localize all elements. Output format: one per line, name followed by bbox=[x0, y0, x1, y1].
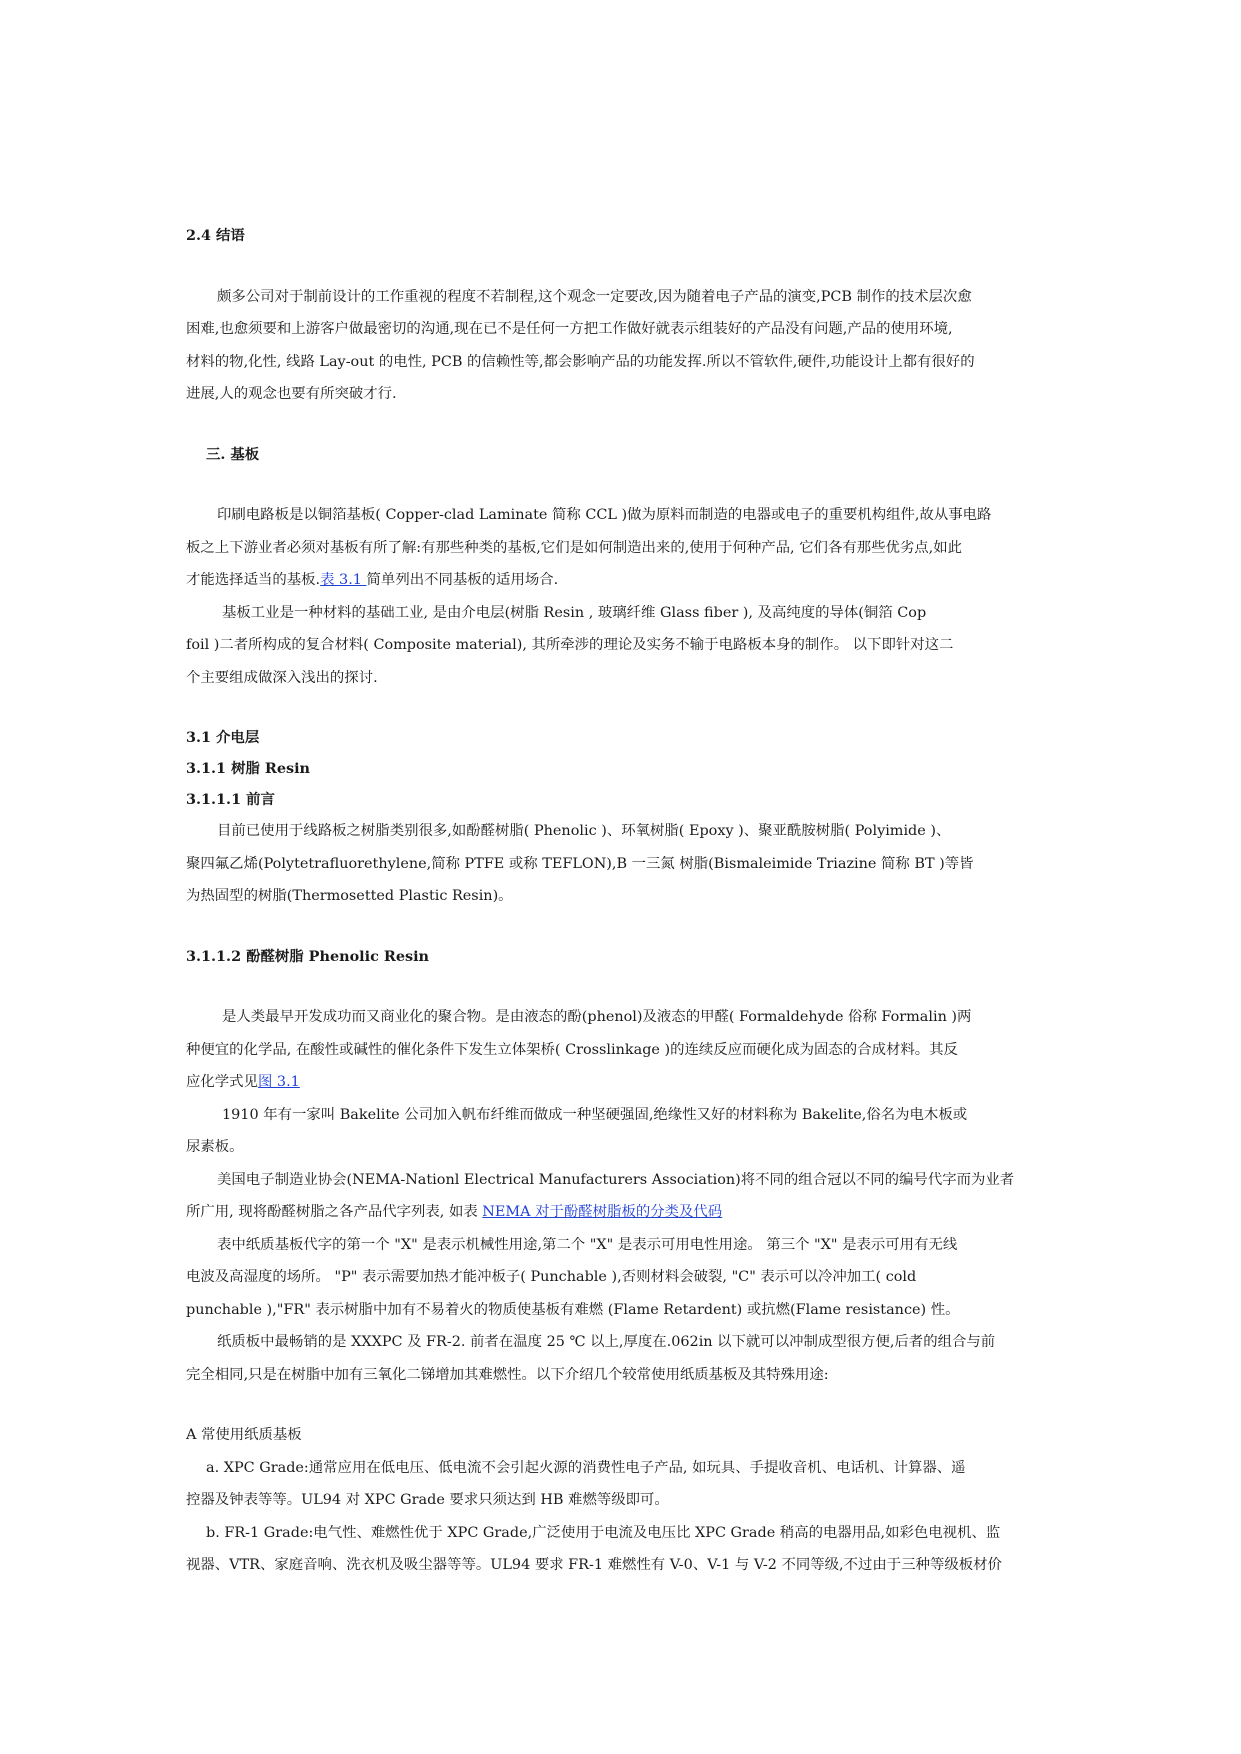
section-heading-3-1-1: 3.1.1 树脂 Resin bbox=[186, 760, 311, 777]
paragraph-line: 尿素板。 bbox=[186, 1139, 244, 1155]
paragraph-line: foil )二者所构成的复合材料( Composite material), 其所牵涉的理论及实务不输于电路板本身的制作。 以下即针对这二 bbox=[186, 637, 954, 653]
paragraph-text: 简单列出不同基板的适用场合. bbox=[366, 572, 559, 588]
paragraph-line: 颇多公司对于制前设计的工作重视的程度不若制程,这个观念一定要改,因为随着电子产品的演变,PCB 制作的技术层次愈 bbox=[217, 288, 972, 305]
paragraph-line: 基板工业是一种材料的基础工业, 是由介电层(树脂 Resin , 玻璃纤维 Glass fiber ), 及高纯度的导体(铜箔 Cop bbox=[222, 604, 927, 621]
list-heading: A 常使用纸质基板 bbox=[186, 1427, 302, 1443]
paragraph-line: 困难,也愈须要和上游客户做最密切的沟通,现在已不是任何一方把工作做好就表示组装好的产品没有问题,产品的使用环境, bbox=[186, 321, 953, 337]
section-heading-3-1-1-2: 3.1.1.2 酚醛树脂 Phenolic Resin bbox=[186, 947, 430, 965]
paragraph-line: 电波及高湿度的场所。 "P" 表示需要加热才能冲板子( Punchable ),否则材料会破裂, "C" 表示可以冷冲加工( cold bbox=[186, 1269, 917, 1285]
figure-3-1-link[interactable]: 图 3.1 bbox=[257, 1074, 300, 1090]
paragraph-line: 板之上下游业者必须对基板有所了解:有那些种类的基板,它们是如何制造出来的,使用于何种产品, 它们各有那些优劣点,如此 bbox=[186, 539, 963, 556]
paragraph-line bbox=[186, 564, 1040, 597]
list-item-line: 视器、VTR、家庭音响、洗衣机及吸尘器等等。UL94 要求 FR-1 难燃性有 V-0、V-1 与 V-2 不同等级,不过由于三种等级板材价 bbox=[186, 1557, 1002, 1573]
section-heading-3: 三. 基板 bbox=[206, 445, 260, 463]
paragraph-line: 种便宜的化学品, 在酸性或碱性的催化条件下发生立体架桥( Crosslinkage )的连续反应而硬化成为固态的合成材料。其反 bbox=[186, 1041, 958, 1058]
paragraph-line bbox=[186, 1066, 1040, 1099]
nema-table-link[interactable]: NEMA 对于酚醛树脂板的分类及代码 bbox=[482, 1204, 723, 1220]
paragraph-line: 目前已使用于线路板之树脂类别很多,如酚醛树脂( Phenolic )、环氧树脂( Epoxy )、聚亚酰胺树脂( Polyimide )、 bbox=[217, 823, 951, 839]
paragraph-line: 为热固型的树脂(Thermosetted Plastic Resin)。 bbox=[186, 888, 513, 904]
paragraph-line bbox=[186, 1196, 1040, 1229]
section-heading-3-1-1-1: 3.1.1.1 前言 bbox=[186, 791, 275, 808]
paragraph-line: 材料的物,化性, 线路 Lay-out 的电性, PCB 的信赖性等,都会影响产品的功能发挥.所以不管软件,硬件,功能设计上都有很好的 bbox=[186, 353, 975, 370]
paragraph-line: 聚四氟乙烯(Polytetrafluorethylene,简称 PTFE 或称 TEFLON),B 一三氮 树脂(Bismaleimide Triazine 简称 BT )等皆 bbox=[186, 855, 974, 872]
paragraph-line: 进展,人的观念也要有所突破才行. bbox=[186, 386, 397, 402]
section-heading-3-1: 3.1 介电层 bbox=[186, 729, 260, 746]
paragraph-text: 所广用, 现将酚醛树脂之各产品代字列表, 如表 bbox=[186, 1204, 483, 1220]
list-item-line: b. FR-1 Grade:电气性、难燃性优于 XPC Grade,广泛使用于电流及电压比 XPC Grade 稍高的电器用品,如彩色电视机、监 bbox=[206, 1524, 1001, 1541]
paragraph-line: 个主要组成做深入浅出的探讨. bbox=[186, 669, 378, 686]
table-3-1-link[interactable]: 表 3.1 bbox=[320, 572, 367, 588]
paragraph-line: 表中纸质基板代字的第一个 "X" 是表示机械性用途,第二个 "X" 是表示可用电性用途。 第三个 "X" 是表示可用有无线 bbox=[217, 1236, 958, 1253]
paragraph-line: 1910 年有一家叫 Bakelite 公司加入帆布纤维而做成一种坚硬强固,绝缘性又好的材料称为 Bakelite,俗名为电木板或 bbox=[222, 1106, 968, 1123]
list-item-line: a. XPC Grade:通常应用在低电压、低电流不会引起火源的消费性电子产品, 如玩具、手提收音机、电话机、计算器、遥 bbox=[206, 1459, 966, 1476]
paragraph-line: 是人类最早开发成功而又商业化的聚合物。是由液态的酚(phenol)及液态的甲醛( Formaldehyde 俗称 Formalin )两 bbox=[222, 1009, 972, 1025]
document-body bbox=[186, 220, 1040, 1582]
paragraph-line: 完全相同,只是在树脂中加有三氧化二锑增加其难燃性。以下介绍几个较常使用纸质基板及其特殊用途: bbox=[186, 1366, 829, 1383]
paragraph-line: 纸质板中最畅销的是 XXXPC 及 FR-2. 前者在温度 25 ℃ 以上,厚度在.062in 以下就可以冲制成型很方便,后者的组合与前 bbox=[217, 1334, 996, 1350]
list-item-line: 控器及钟表等等。UL94 对 XPC Grade 要求只须达到 HB 难燃等级即可。 bbox=[186, 1492, 669, 1508]
paragraph-text: 应化学式见 bbox=[186, 1074, 258, 1090]
paragraph-line: 印刷电路板是以铜箔基板( Copper-clad Laminate 简称 CCL )做为原料而制造的电器或电子的重要机构组件,故从事电路 bbox=[217, 507, 992, 523]
paragraph-line: punchable ),"FR" 表示树脂中加有不易着火的物质使基板有难燃 (Flame Retardent) 或抗燃(Flame resistance) 性。 bbox=[186, 1301, 960, 1318]
section-heading-2-4: 2.4 结语 bbox=[186, 227, 245, 244]
paragraph-text: 才能选择适当的基板. bbox=[186, 572, 321, 588]
paragraph-line: 美国电子制造业协会(NEMA-Nationl Electrical Manufacturers Association)将不同的组合冠以不同的编号代字而为业者 bbox=[217, 1171, 1015, 1188]
